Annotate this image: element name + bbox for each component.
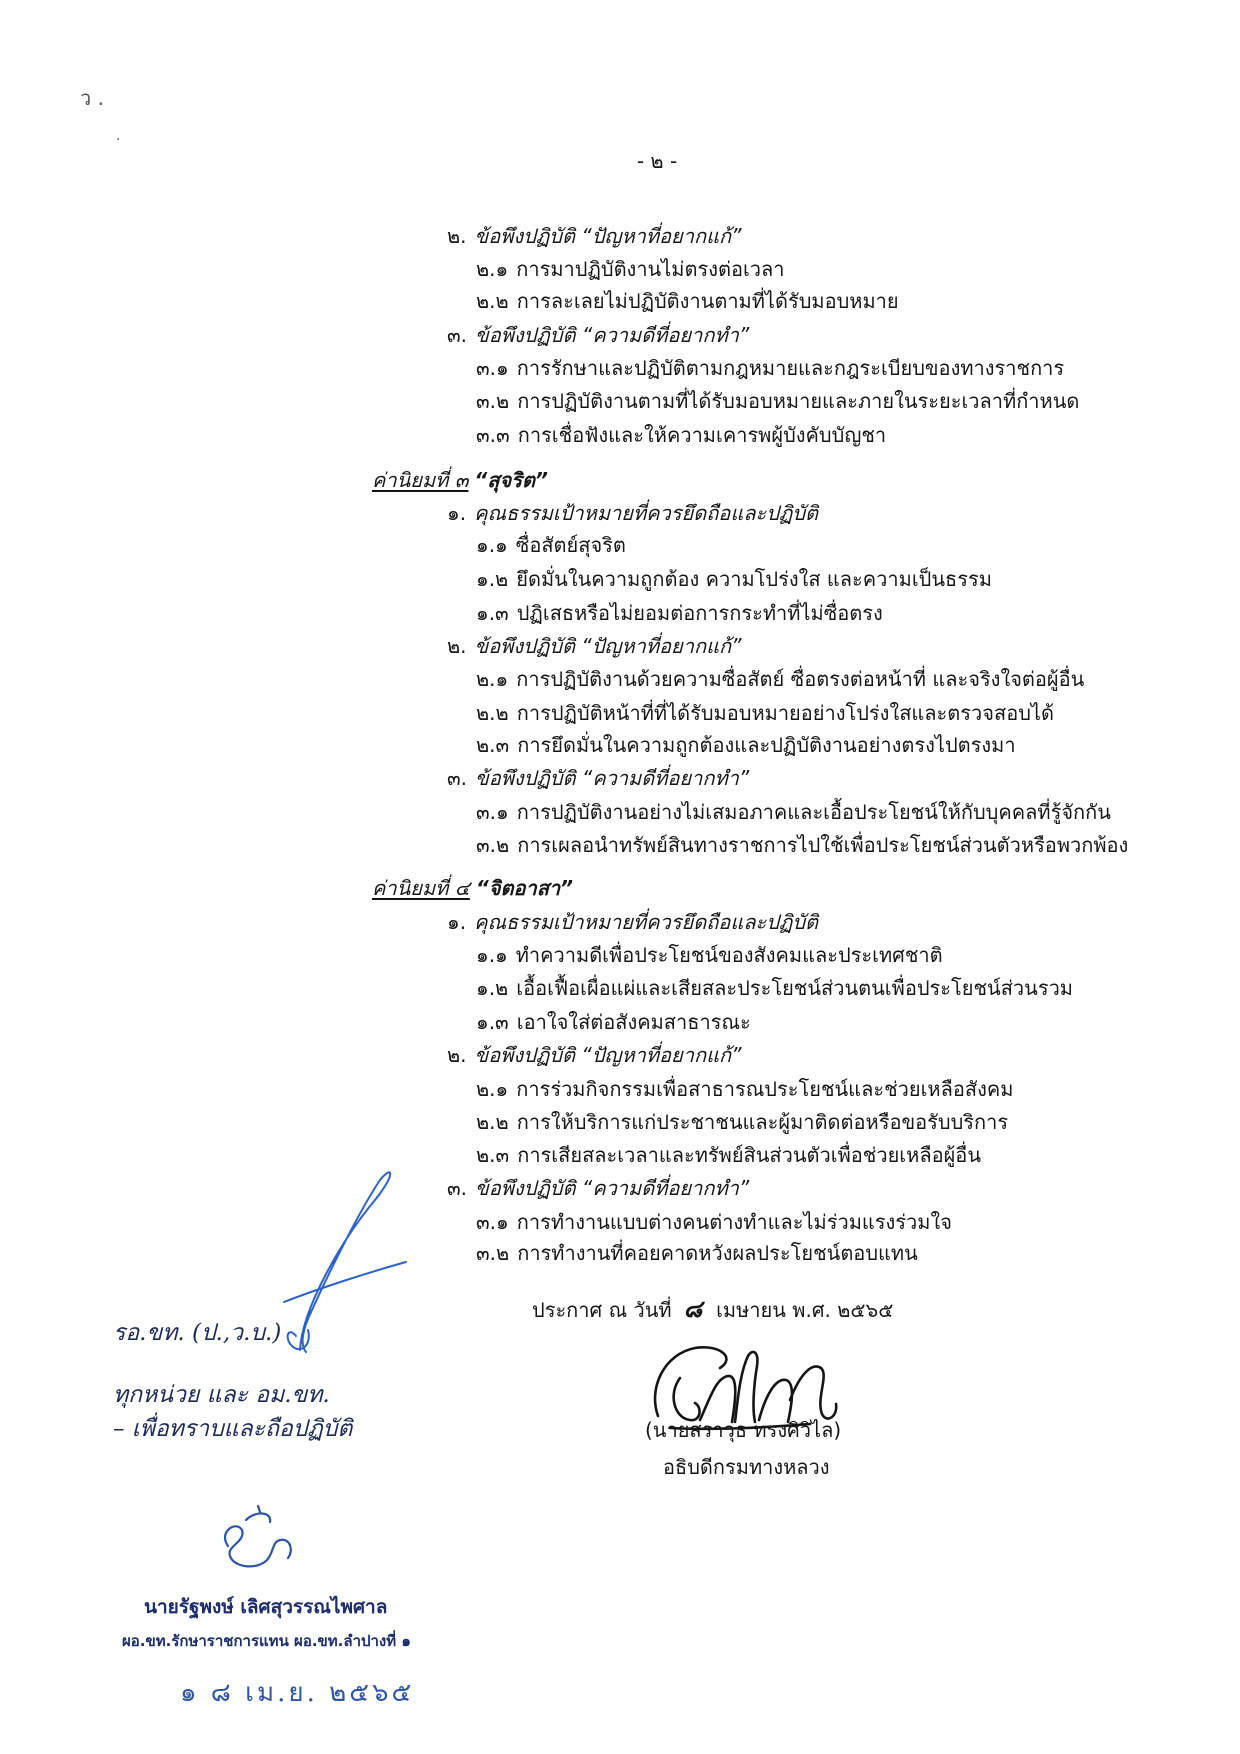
list-item: ๓.๒ การเผลอนำทรัพย์สินทางราชการไปใช้เพื่อประโยชน์ส่วนตัวหรือพวกพ้อง — [476, 833, 1129, 857]
group-heading: ๓. ข้อพึงปฏิบัติ “ความดีที่อยากทำ” — [447, 766, 750, 790]
list-item: ๒.๑ การปฏิบัติงานด้วยความซื่อสัตย์ ซื่อตรงต่อหน้าที่ และจริงใจต่อผู้อื่น — [476, 667, 1085, 691]
list-item: ๒.๒ การละเลยไม่ปฏิบัติงานตามที่ได้รับมอบหมาย — [476, 289, 899, 313]
endorser-position: ผอ.ขท.รักษาราชการแทน ผอ.ขท.ลำปางที่ ๑ — [122, 1632, 411, 1650]
list-item: ๓.๒ การทำงานที่คอยคาดหวังผลประโยชน์ตอบแทน — [476, 1241, 918, 1265]
announcement-date — [532, 1295, 893, 1324]
corner-mark: ว . — [80, 86, 104, 110]
list-item: ๓.๒ การปฏิบัติงานตามที่ได้รับมอบหมายและภายในระยะเวลาที่กำหนด — [476, 389, 1080, 413]
list-item: ๒.๓ การเสียสละเวลาและทรัพย์สินส่วนตัวเพื่อช่วยเหลือผู้อื่น — [476, 1143, 981, 1167]
handwritten-note-line: รอ.ขท. (ป.,ว.บ.) — [113, 1320, 282, 1346]
handwritten-note-line: ทุกหน่วย และ อม.ขท. — [113, 1382, 330, 1408]
signatory-name: (นายสราวุธ ทรงศิวิไล) — [645, 1418, 842, 1442]
list-item: ๓.๓ การเชื่อฟังและให้ความเคารพผู้บังคับบัญชา — [476, 423, 887, 447]
list-item: ๑.๒ ยึดมั่นในความถูกต้อง ความโปร่งใส และความเป็นธรรม — [476, 567, 992, 591]
list-item: ๑.๓ เอาใจใส่ต่อสังคมสาธารณะ — [476, 1010, 751, 1034]
list-item: ๑.๑ ซื่อสัตย์สุจริต — [476, 533, 626, 557]
announcement-month-year: เมษายน พ.ศ. ๒๕๖๕ — [716, 1298, 894, 1322]
announcement-prefix: ประกาศ ณ วันที่ — [532, 1298, 672, 1322]
list-item: ๑.๑ ทำความดีเพื่อประโยชน์ของสังคมและประเทศชาติ — [476, 943, 943, 967]
group-heading: ๒. ข้อพึงปฏิบัติ “ปัญหาที่อยากแก้” — [447, 1043, 742, 1067]
list-item: ๒.๑ การมาปฏิบัติงานไม่ตรงต่อเวลา — [476, 257, 785, 281]
list-item: ๒.๑ การร่วมกิจกรรมเพื่อสาธารณประโยชน์และช่วยเหลือสังคม — [476, 1077, 1014, 1101]
group-heading: ๒. ข้อพึงปฏิบัติ “ปัญหาที่อยากแก้” — [447, 634, 742, 658]
list-item: ๓.๑ การรักษาและปฏิบัติตามกฎหมายและกฎระเบียบของทางราชการ — [476, 356, 1065, 380]
group-heading: ๓. ข้อพึงปฏิบัติ “ความดีที่อยากทำ” — [447, 323, 750, 347]
list-item: ๑.๒ เอื้อเฟื้อเผื่อแผ่และเสียสละประโยชน์ส่วนตนเพื่อประโยชน์ส่วนรวม — [476, 976, 1073, 1000]
blue-pen-signature — [280, 1160, 410, 1360]
list-item: ๓.๑ การทำงานแบบต่างคนต่างทำและไม่ร่วมแรงร่วมใจ — [476, 1210, 952, 1234]
group-heading: ๑. คุณธรรมเป้าหมายที่ควรยึดถือและปฏิบัติ — [447, 501, 819, 525]
scan-dot: · — [116, 132, 121, 148]
endorser-signature — [212, 1500, 312, 1575]
group-heading: ๒. ข้อพึงปฏิบัติ “ปัญหาที่อยากแก้” — [447, 224, 742, 248]
page-number: - ๒ - — [636, 149, 678, 173]
group-heading: ๓. ข้อพึงปฏิบัติ “ความดีที่อยากทำ” — [447, 1176, 750, 1200]
list-item: ๒.๒ การให้บริการแก่ประชาชนและผู้มาติดต่อหรือขอรับบริการ — [476, 1110, 1009, 1134]
received-date-stamp: ๑ ๘ เม.ย. ๒๕๖๕ — [180, 1678, 415, 1708]
group-heading: ๑. คุณธรรมเป้าหมายที่ควรยึดถือและปฏิบัติ — [447, 910, 819, 934]
value-heading: ค่านิยมที่ ๔ “จิตอาสา” — [372, 876, 574, 900]
endorser-name: นายรัฐพงษ์ เลิศสุวรรณไพศาล — [144, 1596, 388, 1618]
list-item: ๒.๓ การยึดมั่นในความถูกต้องและปฏิบัติงานอย่างตรงไปตรงมา — [476, 733, 1016, 757]
list-item: ๑.๓ ปฏิเสธหรือไม่ยอมต่อการกระทำที่ไม่ซื่อตรง — [476, 601, 883, 625]
handwritten-day: ๘ — [683, 1294, 703, 1323]
list-item: ๒.๒ การปฏิบัติหน้าที่ที่ได้รับมอบหมายอย่างโปร่งใสและตรวจสอบได้ — [476, 701, 1054, 725]
signatory-position: อธิบดีกรมทางหลวง — [663, 1455, 830, 1479]
value-heading: ค่านิยมที่ ๓ “สุจริต” — [372, 468, 548, 492]
list-item: ๓.๑ การปฏิบัติงานอย่างไม่เสมอภาคและเอื้อประโยชน์ให้กับบุคคลที่รู้จักกัน — [476, 800, 1111, 824]
handwritten-note-line: – เพื่อทราบและถือปฏิบัติ — [113, 1416, 353, 1442]
